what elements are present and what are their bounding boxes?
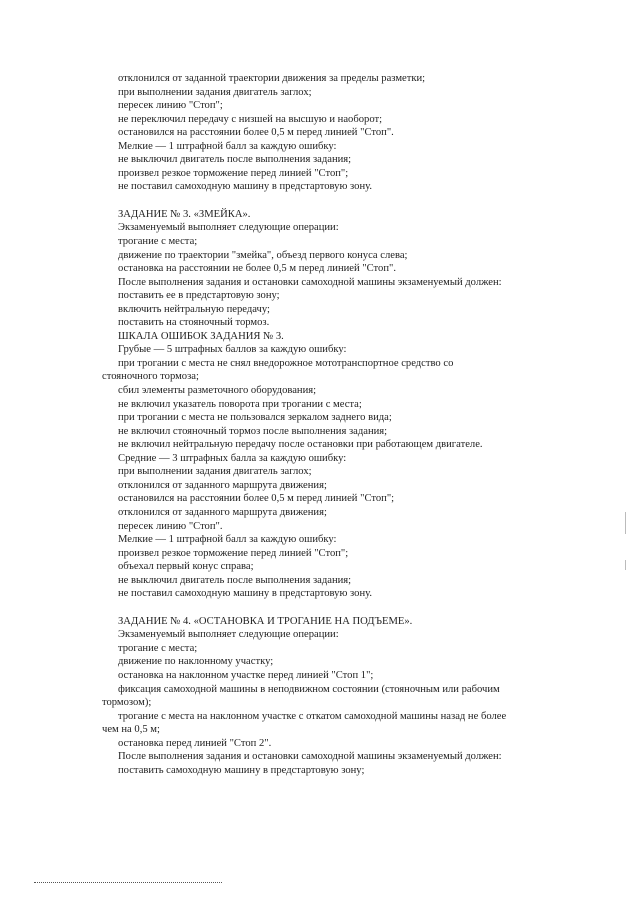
text-line: произвел резкое торможение перед линией "Стоп"; (118, 167, 349, 179)
page-text (102, 72, 618, 777)
text-line: трогание с места на наклонном участке с откатом самоходной машины назад не более (118, 710, 507, 722)
text-line: трогание с места; (118, 236, 198, 248)
text-line: Мелкие — 1 штрафной балл за каждую ошибку: (118, 534, 337, 546)
scan-edge-mark (625, 560, 626, 570)
text-line: отклонился от заданного маршрута движения; (118, 506, 327, 518)
text-line: не выключил двигатель после выполнения задания; (118, 154, 352, 166)
text-line: пересек линию "Стоп"; (118, 100, 223, 112)
text-line: остановился на расстоянии более 0,5 м перед линией "Стоп". (118, 127, 394, 139)
text-line: при выполнении задания двигатель заглох; (118, 466, 312, 478)
text-line: произвел резкое торможение перед линией "Стоп"; (118, 547, 349, 559)
footnote-separator-line (34, 882, 222, 883)
text-line: не переключил передачу с низшей на высшую и наоборот; (118, 113, 383, 125)
text-line: фиксация самоходной машины в неподвижном состоянии (стояночным или рабочим (118, 683, 500, 695)
text-line: не включил стояночный тормоз после выполнения задания; (118, 425, 388, 437)
text-line: поставить на стояночный тормоз. (118, 317, 270, 329)
text-line: ЗАДАНИЕ № 3. «ЗМЕЙКА». (118, 208, 251, 220)
text-line: движение по наклонному участку; (118, 656, 274, 668)
paragraph-gap (118, 194, 618, 208)
text-line: остановка на расстоянии не более 0,5 м перед линией "Стоп". (118, 263, 396, 275)
text-line: объехал первый конус справа; (118, 561, 254, 573)
paragraph-gap (118, 601, 618, 615)
text-line: ШКАЛА ОШИБОК ЗАДАНИЯ № 3. (118, 330, 284, 342)
text-line: Средние — 3 штрафных балла за каждую ошибку: (118, 452, 347, 464)
text-line: После выполнения задания и остановки самоходной машины экзаменуемый должен: (118, 751, 502, 763)
text-line: включить нейтральную передачу; (118, 303, 270, 315)
text-line: трогание с места; (118, 642, 198, 654)
text-line: остановился на расстоянии более 0,5 м перед линией "Стоп"; (118, 493, 395, 505)
text-line: не включил указатель поворота при трогании с места; (118, 398, 362, 410)
text-line: пересек линию "Стоп". (118, 520, 223, 532)
text-line: при трогании с места не пользовался зеркалом заднего вида; (118, 412, 392, 424)
text-line: отклонился от заданного маршрута движения; (118, 479, 327, 491)
text-line: чем на 0,5 м; (102, 724, 160, 736)
text-line: Грубые — 5 штрафных баллов за каждую ошибку: (118, 344, 347, 356)
text-line: тормозом); (102, 697, 152, 709)
text-line: стояночного тормоза; (102, 371, 199, 383)
text-line: не поставил самоходную машину в предстартовую зону. (118, 588, 373, 600)
text-line: Экзаменуемый выполняет следующие операции: (118, 222, 339, 234)
text-line: не поставил самоходную машину в предстартовую зону. (118, 181, 373, 193)
text-line: Мелкие — 1 штрафной балл за каждую ошибку: (118, 140, 337, 152)
text-line: не включил нейтральную передачу после остановки при работающем двигателе. (118, 439, 483, 451)
text-line: движение по траектории "змейка", объезд первого конуса слева; (118, 249, 408, 261)
text-line: поставить самоходную машину в предстартовую зону; (118, 764, 365, 776)
text-line: ЗАДАНИЕ № 4. «ОСТАНОВКА И ТРОГАНИЕ НА ПОДЪЕМЕ». (118, 615, 413, 627)
text-line: при выполнении задания двигатель заглох; (118, 86, 312, 98)
text-line: поставить ее в предстартовую зону; (118, 290, 280, 302)
text-line: сбил элементы разметочного оборудования; (118, 385, 317, 397)
text-line: остановка перед линией "Стоп 2". (118, 737, 272, 749)
scan-edge-mark (625, 512, 626, 534)
text-line: Экзаменуемый выполняет следующие операции: (118, 629, 339, 641)
text-line: не выключил двигатель после выполнения задания; (118, 574, 352, 586)
text-line: остановка на наклонном участке перед линией "Стоп 1"; (118, 669, 374, 681)
text-line: при трогании с места не снял внедорожное мототранспортное средство со (118, 357, 454, 369)
text-line: После выполнения задания и остановки самоходной машины экзаменуемый должен: (118, 276, 502, 288)
text-line: отклонился от заданной траектории движения за пределы разметки; (118, 73, 426, 84)
